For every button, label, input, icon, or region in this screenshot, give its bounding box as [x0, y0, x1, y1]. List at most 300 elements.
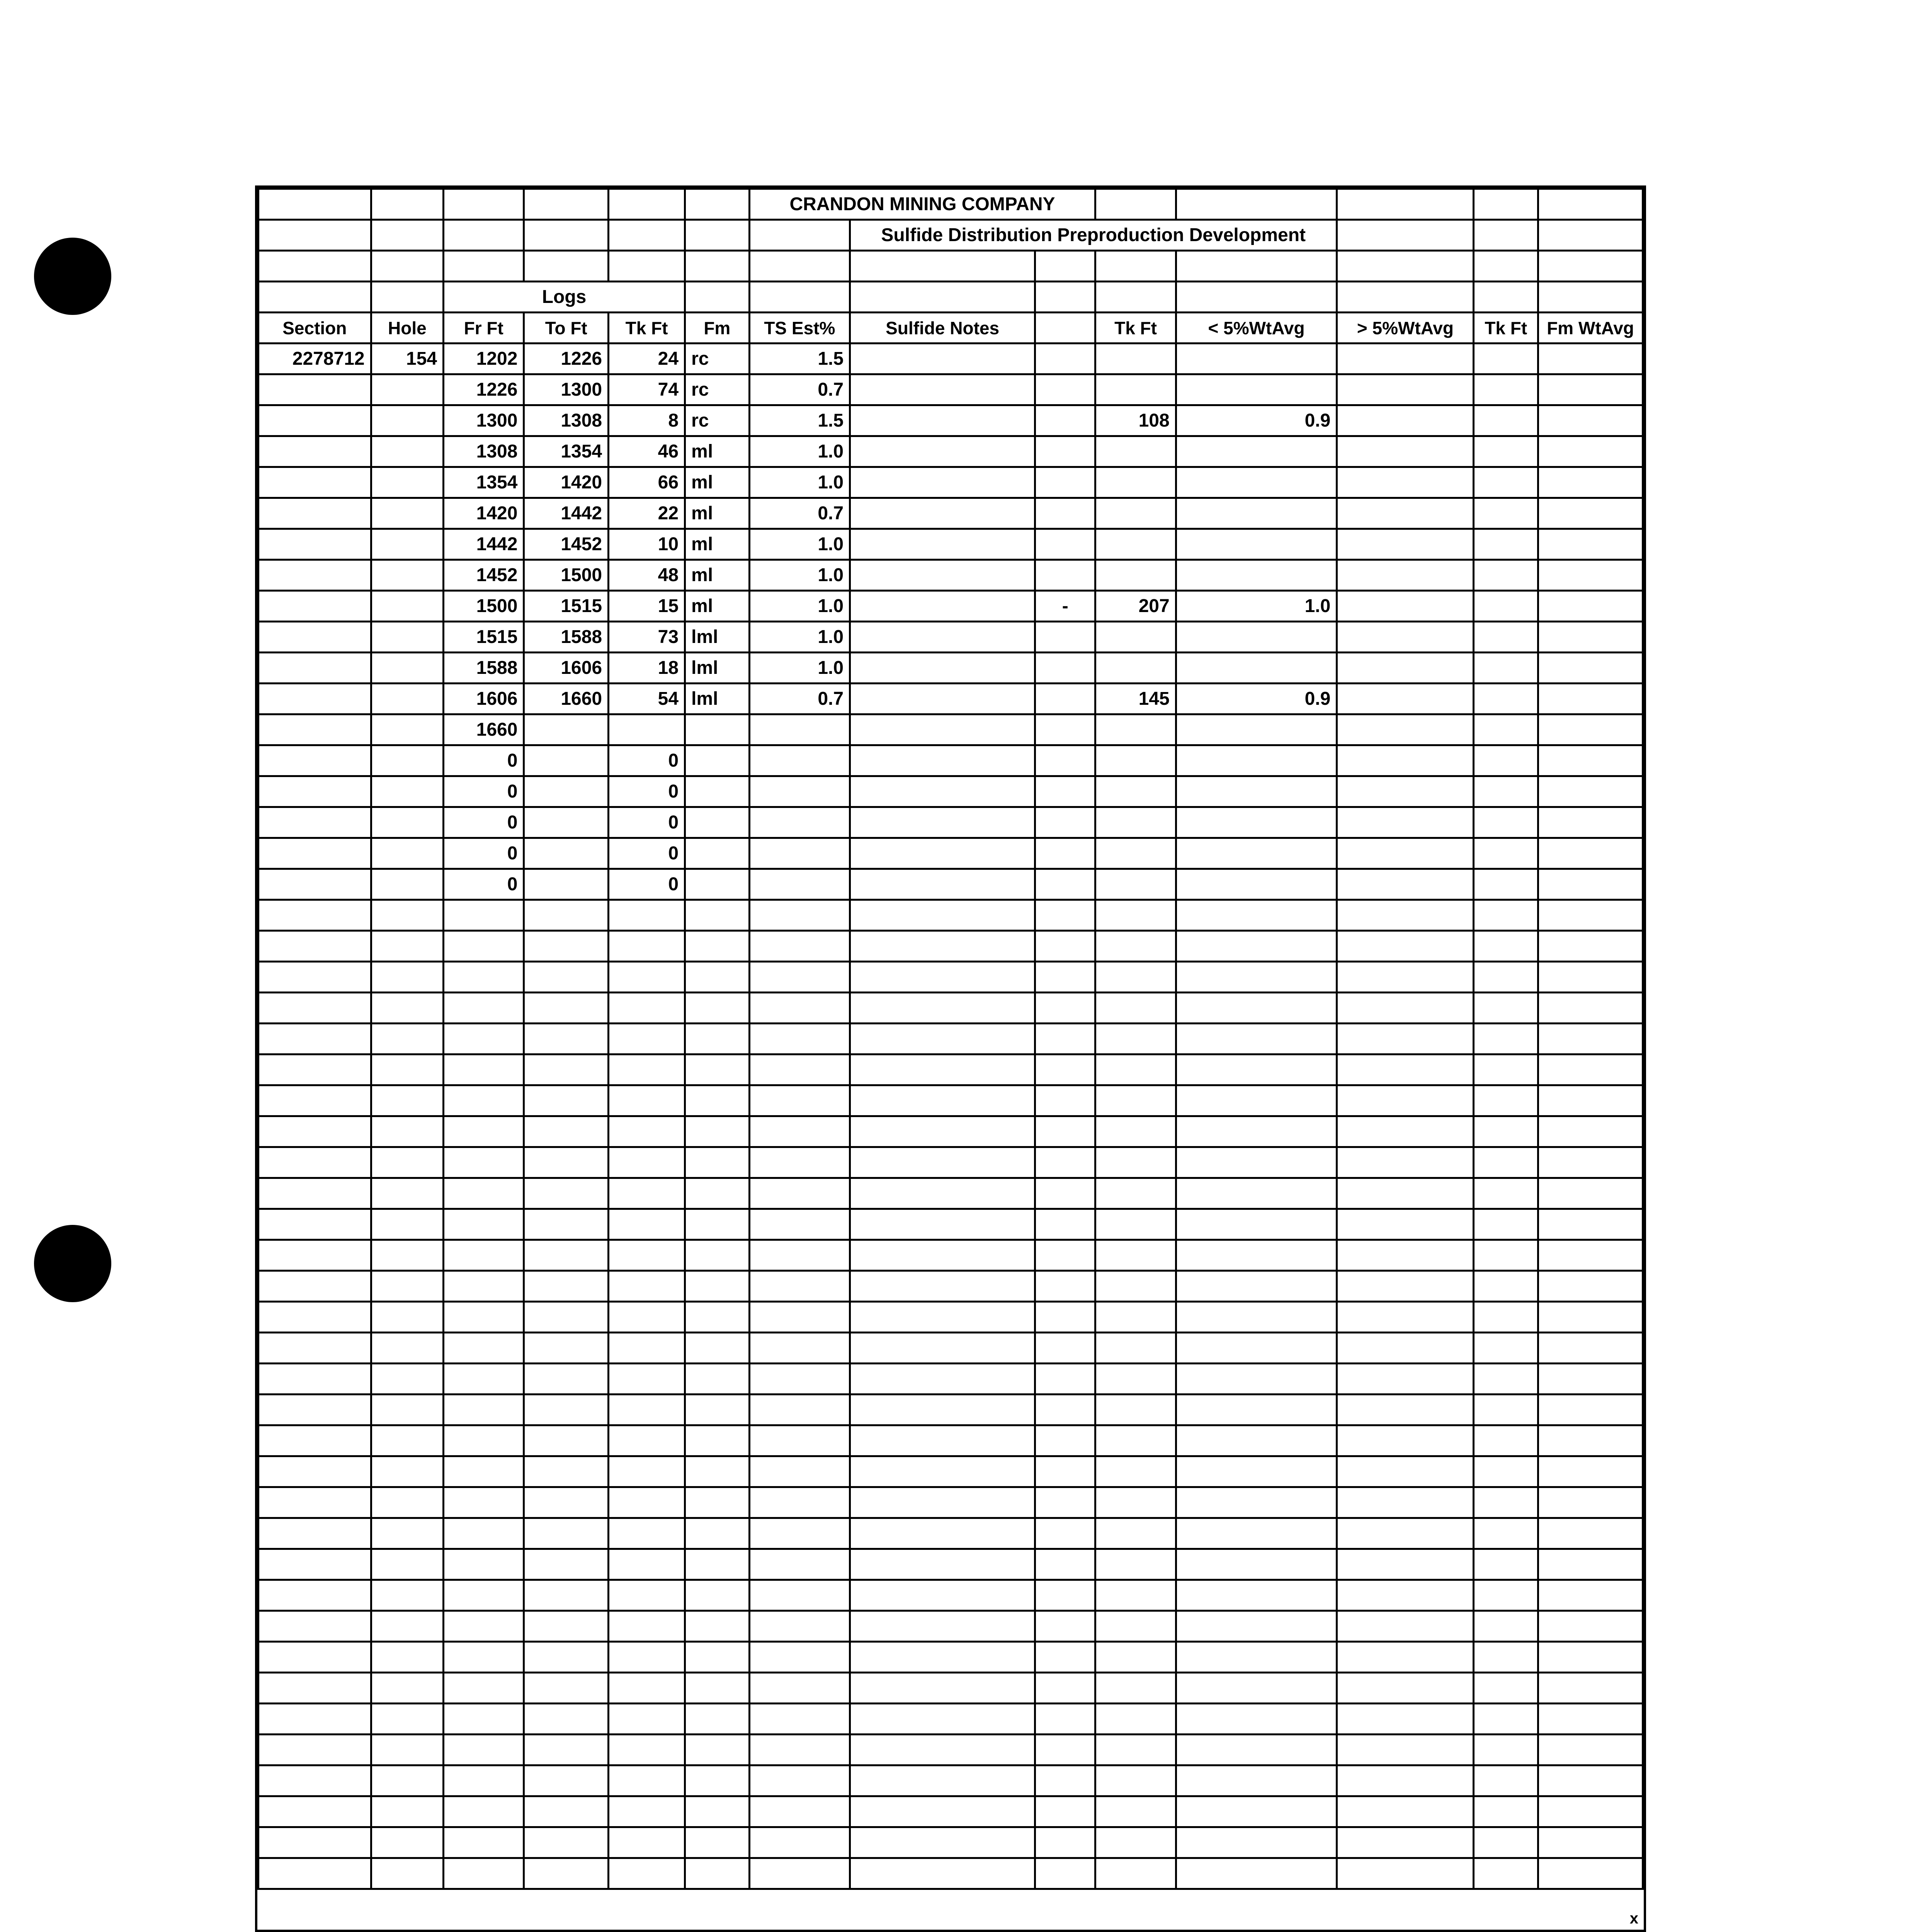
- empty-cell: [609, 1425, 685, 1456]
- empty-cell: [1176, 1704, 1337, 1735]
- empty-row: [259, 1116, 1643, 1147]
- empty-cell: [1337, 1549, 1474, 1580]
- empty-cell: [371, 1858, 443, 1889]
- empty-cell: [1035, 1271, 1095, 1302]
- table-cell: ml: [685, 591, 750, 622]
- table-cell: [371, 498, 443, 529]
- table-cell: 54: [609, 684, 685, 714]
- table-cell: [1095, 653, 1176, 684]
- table-cell: [259, 714, 371, 745]
- empty-cell: [1035, 1642, 1095, 1673]
- table-cell: 1300: [524, 374, 609, 405]
- table-row: [259, 653, 1643, 684]
- empty-row: [259, 900, 1643, 931]
- table-cell: 0: [444, 838, 524, 869]
- empty-cell: [1095, 1487, 1176, 1518]
- empty-cell: [1035, 1395, 1095, 1425]
- table-cell: [1176, 529, 1337, 560]
- empty-cell: [259, 1580, 371, 1611]
- empty-cell: [1176, 1333, 1337, 1364]
- empty-cell: [850, 1735, 1035, 1765]
- empty-cell: [444, 1147, 524, 1178]
- empty-cell: [444, 1364, 524, 1395]
- table-row: [259, 405, 1643, 436]
- table-cell: [1337, 622, 1474, 653]
- table-cell: [1095, 622, 1176, 653]
- empty-cell: [1538, 1085, 1643, 1116]
- table-cell: [1474, 776, 1538, 807]
- table-cell: rc: [685, 344, 750, 374]
- empty-cell: [850, 1425, 1035, 1456]
- table-row: [259, 776, 1643, 807]
- table-row: [259, 529, 1643, 560]
- table-cell: [1095, 807, 1176, 838]
- table-cell: [524, 776, 609, 807]
- table-cell: [371, 529, 443, 560]
- col-header: Fr Ft: [444, 313, 524, 344]
- table-cell: [1095, 745, 1176, 776]
- empty-cell: [371, 1673, 443, 1704]
- table-cell: [259, 436, 371, 467]
- empty-cell: [1474, 1456, 1538, 1487]
- empty-cell: [685, 1147, 750, 1178]
- empty-cell: [524, 1209, 609, 1240]
- table-cell: 1515: [444, 622, 524, 653]
- empty-cell: [444, 1673, 524, 1704]
- empty-cell: [259, 1827, 371, 1858]
- empty-cell: [444, 1704, 524, 1735]
- empty-cell: [371, 1054, 443, 1085]
- table-cell: 1420: [444, 498, 524, 529]
- empty-cell: [850, 1456, 1035, 1487]
- empty-cell: [850, 1271, 1035, 1302]
- table-row: [259, 591, 1643, 622]
- empty-cell: [1474, 1209, 1538, 1240]
- empty-cell: [1337, 1518, 1474, 1549]
- table-cell: 10: [609, 529, 685, 560]
- empty-cell: [524, 1085, 609, 1116]
- table-cell: 1.0: [749, 436, 850, 467]
- empty-cell: [1035, 1054, 1095, 1085]
- table-row: [259, 869, 1643, 900]
- empty-cell: [609, 1240, 685, 1271]
- empty-cell: [1176, 1240, 1337, 1271]
- empty-cell: [685, 1209, 750, 1240]
- empty-cell: [524, 1395, 609, 1425]
- table-cell: [1538, 684, 1643, 714]
- table-cell: 1300: [444, 405, 524, 436]
- table-cell: [1474, 436, 1538, 467]
- table-cell: [1474, 405, 1538, 436]
- empty-cell: [685, 1302, 750, 1333]
- empty-cell: [1337, 1487, 1474, 1518]
- empty-cell: [1538, 1611, 1643, 1642]
- empty-cell: [371, 1425, 443, 1456]
- table-cell: [1474, 714, 1538, 745]
- table-cell: rc: [685, 405, 750, 436]
- empty-cell: [1337, 1085, 1474, 1116]
- table-cell: 15: [609, 591, 685, 622]
- table-cell: [1035, 776, 1095, 807]
- empty-cell: [444, 1240, 524, 1271]
- empty-cell: [1176, 1549, 1337, 1580]
- report-subtitle: Sulfide Distribution Preproduction Development: [850, 220, 1337, 251]
- empty-cell: [1474, 1549, 1538, 1580]
- empty-cell: [850, 900, 1035, 931]
- empty-cell: [1538, 1024, 1643, 1054]
- empty-cell: [1176, 1765, 1337, 1796]
- table-cell: [1176, 869, 1337, 900]
- empty-cell: [1337, 1271, 1474, 1302]
- empty-cell: [1176, 1395, 1337, 1425]
- empty-cell: [685, 1611, 750, 1642]
- table-cell: [1538, 560, 1643, 591]
- empty-cell: [1035, 1487, 1095, 1518]
- empty-cell: [444, 962, 524, 993]
- empty-cell: [524, 993, 609, 1024]
- empty-cell: [444, 1024, 524, 1054]
- empty-cell: [1176, 1796, 1337, 1827]
- table-cell: [1035, 498, 1095, 529]
- empty-cell: [444, 1271, 524, 1302]
- empty-cell: [1474, 1024, 1538, 1054]
- empty-cell: [1035, 1425, 1095, 1456]
- empty-cell: [371, 1765, 443, 1796]
- empty-cell: [609, 1209, 685, 1240]
- table-cell: [1538, 529, 1643, 560]
- empty-cell: [371, 900, 443, 931]
- table-cell: [850, 653, 1035, 684]
- table-cell: [1095, 869, 1176, 900]
- empty-cell: [371, 1116, 443, 1147]
- empty-cell: [444, 1735, 524, 1765]
- table-cell: [1538, 622, 1643, 653]
- empty-cell: [1474, 962, 1538, 993]
- table-cell: 66: [609, 467, 685, 498]
- table-cell: 1606: [444, 684, 524, 714]
- empty-cell: [749, 1178, 850, 1209]
- empty-cell: [1474, 1116, 1538, 1147]
- empty-cell: [609, 1827, 685, 1858]
- table-cell: [1035, 684, 1095, 714]
- empty-row: [259, 1425, 1643, 1456]
- empty-cell: [1474, 1580, 1538, 1611]
- empty-cell: [685, 1085, 750, 1116]
- empty-cell: [524, 1487, 609, 1518]
- table-cell: 154: [371, 344, 443, 374]
- table-cell: [371, 684, 443, 714]
- table-cell: 1226: [524, 344, 609, 374]
- empty-cell: [609, 1085, 685, 1116]
- empty-row: [259, 1487, 1643, 1518]
- empty-row: [259, 993, 1643, 1024]
- table-cell: [749, 745, 850, 776]
- empty-cell: [1337, 1642, 1474, 1673]
- table-cell: [1176, 467, 1337, 498]
- table-cell: [1337, 776, 1474, 807]
- table-cell: 22: [609, 498, 685, 529]
- empty-cell: [749, 1240, 850, 1271]
- table-cell: 0.7: [749, 374, 850, 405]
- empty-cell: [749, 1085, 850, 1116]
- empty-cell: [1474, 1425, 1538, 1456]
- empty-cell: [850, 1209, 1035, 1240]
- empty-cell: [1035, 1858, 1095, 1889]
- empty-cell: [685, 1796, 750, 1827]
- empty-cell: [850, 1765, 1035, 1796]
- empty-cell: [1474, 1147, 1538, 1178]
- table-cell: [850, 436, 1035, 467]
- empty-cell: [444, 1178, 524, 1209]
- table-cell: [1474, 529, 1538, 560]
- empty-cell: [749, 1827, 850, 1858]
- empty-cell: [444, 1054, 524, 1085]
- table-cell: [1176, 653, 1337, 684]
- empty-cell: [749, 962, 850, 993]
- col-header: > 5%WtAvg: [1337, 313, 1474, 344]
- table-cell: [259, 653, 371, 684]
- empty-cell: [1474, 1487, 1538, 1518]
- col-header: Fm WtAvg: [1538, 313, 1643, 344]
- table-cell: [371, 622, 443, 653]
- empty-cell: [1474, 931, 1538, 962]
- empty-cell: [371, 993, 443, 1024]
- table-cell: [371, 714, 443, 745]
- empty-cell: [1095, 962, 1176, 993]
- empty-cell: [1337, 993, 1474, 1024]
- empty-cell: [371, 1302, 443, 1333]
- empty-cell: [1337, 1425, 1474, 1456]
- table-cell: [1337, 467, 1474, 498]
- table-cell: 0.7: [749, 684, 850, 714]
- empty-row: [259, 1796, 1643, 1827]
- company-title: CRANDON MINING COMPANY: [749, 189, 1095, 220]
- empty-cell: [1035, 1704, 1095, 1735]
- table-cell: [1337, 405, 1474, 436]
- table-cell: [1538, 405, 1643, 436]
- empty-cell: [1176, 1425, 1337, 1456]
- empty-cell: [1035, 931, 1095, 962]
- empty-row: [259, 1333, 1643, 1364]
- table-cell: [524, 869, 609, 900]
- empty-cell: [749, 1425, 850, 1456]
- empty-cell: [1337, 931, 1474, 962]
- table-cell: [850, 869, 1035, 900]
- table-cell: [1474, 807, 1538, 838]
- table-cell: [1176, 374, 1337, 405]
- table-cell: 1202: [444, 344, 524, 374]
- empty-cell: [371, 1827, 443, 1858]
- table-cell: [1474, 591, 1538, 622]
- empty-cell: [1538, 962, 1643, 993]
- table-cell: [371, 405, 443, 436]
- empty-cell: [685, 1858, 750, 1889]
- table-cell: 1.0: [749, 467, 850, 498]
- empty-cell: [524, 1735, 609, 1765]
- table-row: [259, 344, 1643, 374]
- empty-cell: [1337, 1054, 1474, 1085]
- empty-cell: [749, 1611, 850, 1642]
- table-cell: [1035, 436, 1095, 467]
- table-cell: [850, 622, 1035, 653]
- col-header: [1035, 313, 1095, 344]
- table-cell: [685, 807, 750, 838]
- table-cell: [1337, 529, 1474, 560]
- empty-cell: [685, 1333, 750, 1364]
- empty-row: [259, 1178, 1643, 1209]
- title-row: [259, 189, 1643, 220]
- empty-cell: [371, 1147, 443, 1178]
- empty-cell: [444, 1487, 524, 1518]
- empty-cell: [259, 1364, 371, 1395]
- empty-cell: [1474, 1704, 1538, 1735]
- empty-cell: [259, 993, 371, 1024]
- empty-cell: [1538, 1487, 1643, 1518]
- empty-cell: [1176, 993, 1337, 1024]
- empty-cell: [371, 1518, 443, 1549]
- table-cell: [1337, 436, 1474, 467]
- table-cell: 0: [609, 776, 685, 807]
- table-cell: [1176, 622, 1337, 653]
- table-cell: [1474, 498, 1538, 529]
- empty-cell: [444, 931, 524, 962]
- table-cell: [850, 467, 1035, 498]
- empty-cell: [749, 1302, 850, 1333]
- table-cell: [850, 745, 1035, 776]
- table-cell: [1538, 869, 1643, 900]
- empty-cell: [1095, 1024, 1176, 1054]
- empty-row: [259, 931, 1643, 962]
- column-header-row: [259, 313, 1643, 344]
- table-cell: 1.0: [749, 653, 850, 684]
- empty-cell: [749, 1549, 850, 1580]
- table-cell: 0: [609, 745, 685, 776]
- empty-cell: [524, 1271, 609, 1302]
- empty-cell: [1176, 1487, 1337, 1518]
- empty-cell: [1176, 931, 1337, 962]
- empty-cell: [371, 1735, 443, 1765]
- empty-cell: [371, 1240, 443, 1271]
- col-header: Fm: [685, 313, 750, 344]
- table-cell: [1538, 498, 1643, 529]
- empty-cell: [609, 1054, 685, 1085]
- empty-row: [259, 1147, 1643, 1178]
- table-cell: [609, 714, 685, 745]
- table-cell: 1.0: [749, 529, 850, 560]
- table-cell: [371, 467, 443, 498]
- empty-cell: [1095, 1147, 1176, 1178]
- empty-cell: [524, 1549, 609, 1580]
- empty-cell: [1176, 1085, 1337, 1116]
- empty-cell: [259, 900, 371, 931]
- empty-cell: [1538, 1549, 1643, 1580]
- empty-cell: [685, 931, 750, 962]
- empty-cell: [1095, 1858, 1176, 1889]
- empty-cell: [1337, 962, 1474, 993]
- empty-cell: [685, 1425, 750, 1456]
- empty-cell: [685, 1642, 750, 1673]
- empty-cell: [1538, 1364, 1643, 1395]
- table-cell: [1538, 838, 1643, 869]
- empty-cell: [685, 1271, 750, 1302]
- table-cell: 0: [444, 745, 524, 776]
- empty-cell: [371, 1549, 443, 1580]
- table-row: [259, 684, 1643, 714]
- empty-cell: [1176, 1178, 1337, 1209]
- empty-cell: [1474, 1796, 1538, 1827]
- empty-cell: [1538, 1209, 1643, 1240]
- empty-cell: [850, 1240, 1035, 1271]
- table-cell: [371, 560, 443, 591]
- empty-cell: [524, 1673, 609, 1704]
- empty-cell: [609, 962, 685, 993]
- empty-cell: [1337, 1024, 1474, 1054]
- empty-cell: [444, 1302, 524, 1333]
- empty-cell: [1176, 1271, 1337, 1302]
- table-cell: [1474, 653, 1538, 684]
- table-cell: lml: [685, 653, 750, 684]
- empty-cell: [609, 1333, 685, 1364]
- empty-cell: [1035, 1518, 1095, 1549]
- table-cell: [1035, 869, 1095, 900]
- empty-cell: [1095, 1271, 1176, 1302]
- table-cell: [1474, 374, 1538, 405]
- table-cell: [1095, 436, 1176, 467]
- empty-cell: [685, 1549, 750, 1580]
- table-cell: [371, 374, 443, 405]
- table-cell: [259, 467, 371, 498]
- empty-cell: [1035, 1549, 1095, 1580]
- empty-cell: [850, 1796, 1035, 1827]
- empty-cell: [1176, 900, 1337, 931]
- empty-cell: [1035, 1765, 1095, 1796]
- empty-row: [259, 962, 1643, 993]
- empty-cell: [1538, 1518, 1643, 1549]
- table-cell: [259, 622, 371, 653]
- empty-cell: [524, 1642, 609, 1673]
- empty-cell: [524, 1796, 609, 1827]
- empty-cell: [259, 1611, 371, 1642]
- col-header: Section: [259, 313, 371, 344]
- empty-cell: [1095, 1518, 1176, 1549]
- empty-cell: [371, 1024, 443, 1054]
- empty-cell: [1538, 1735, 1643, 1765]
- table-cell: [371, 776, 443, 807]
- table-cell: [850, 591, 1035, 622]
- table-cell: [1337, 807, 1474, 838]
- empty-cell: [1538, 1147, 1643, 1178]
- empty-cell: [1474, 1178, 1538, 1209]
- empty-cell: [1035, 1024, 1095, 1054]
- empty-cell: [259, 1487, 371, 1518]
- table-cell: [259, 498, 371, 529]
- empty-cell: [1095, 900, 1176, 931]
- table-cell: [685, 714, 750, 745]
- table-cell: 1606: [524, 653, 609, 684]
- table-cell: [1474, 838, 1538, 869]
- table-cell: [259, 745, 371, 776]
- table-cell: [685, 869, 750, 900]
- empty-row: [259, 1085, 1643, 1116]
- empty-cell: [850, 1116, 1035, 1147]
- empty-cell: [685, 1704, 750, 1735]
- empty-cell: [1035, 1240, 1095, 1271]
- empty-cell: [850, 1549, 1035, 1580]
- table-cell: 2278712: [259, 344, 371, 374]
- empty-cell: [1035, 900, 1095, 931]
- empty-cell: [259, 1425, 371, 1456]
- empty-cell: [371, 1611, 443, 1642]
